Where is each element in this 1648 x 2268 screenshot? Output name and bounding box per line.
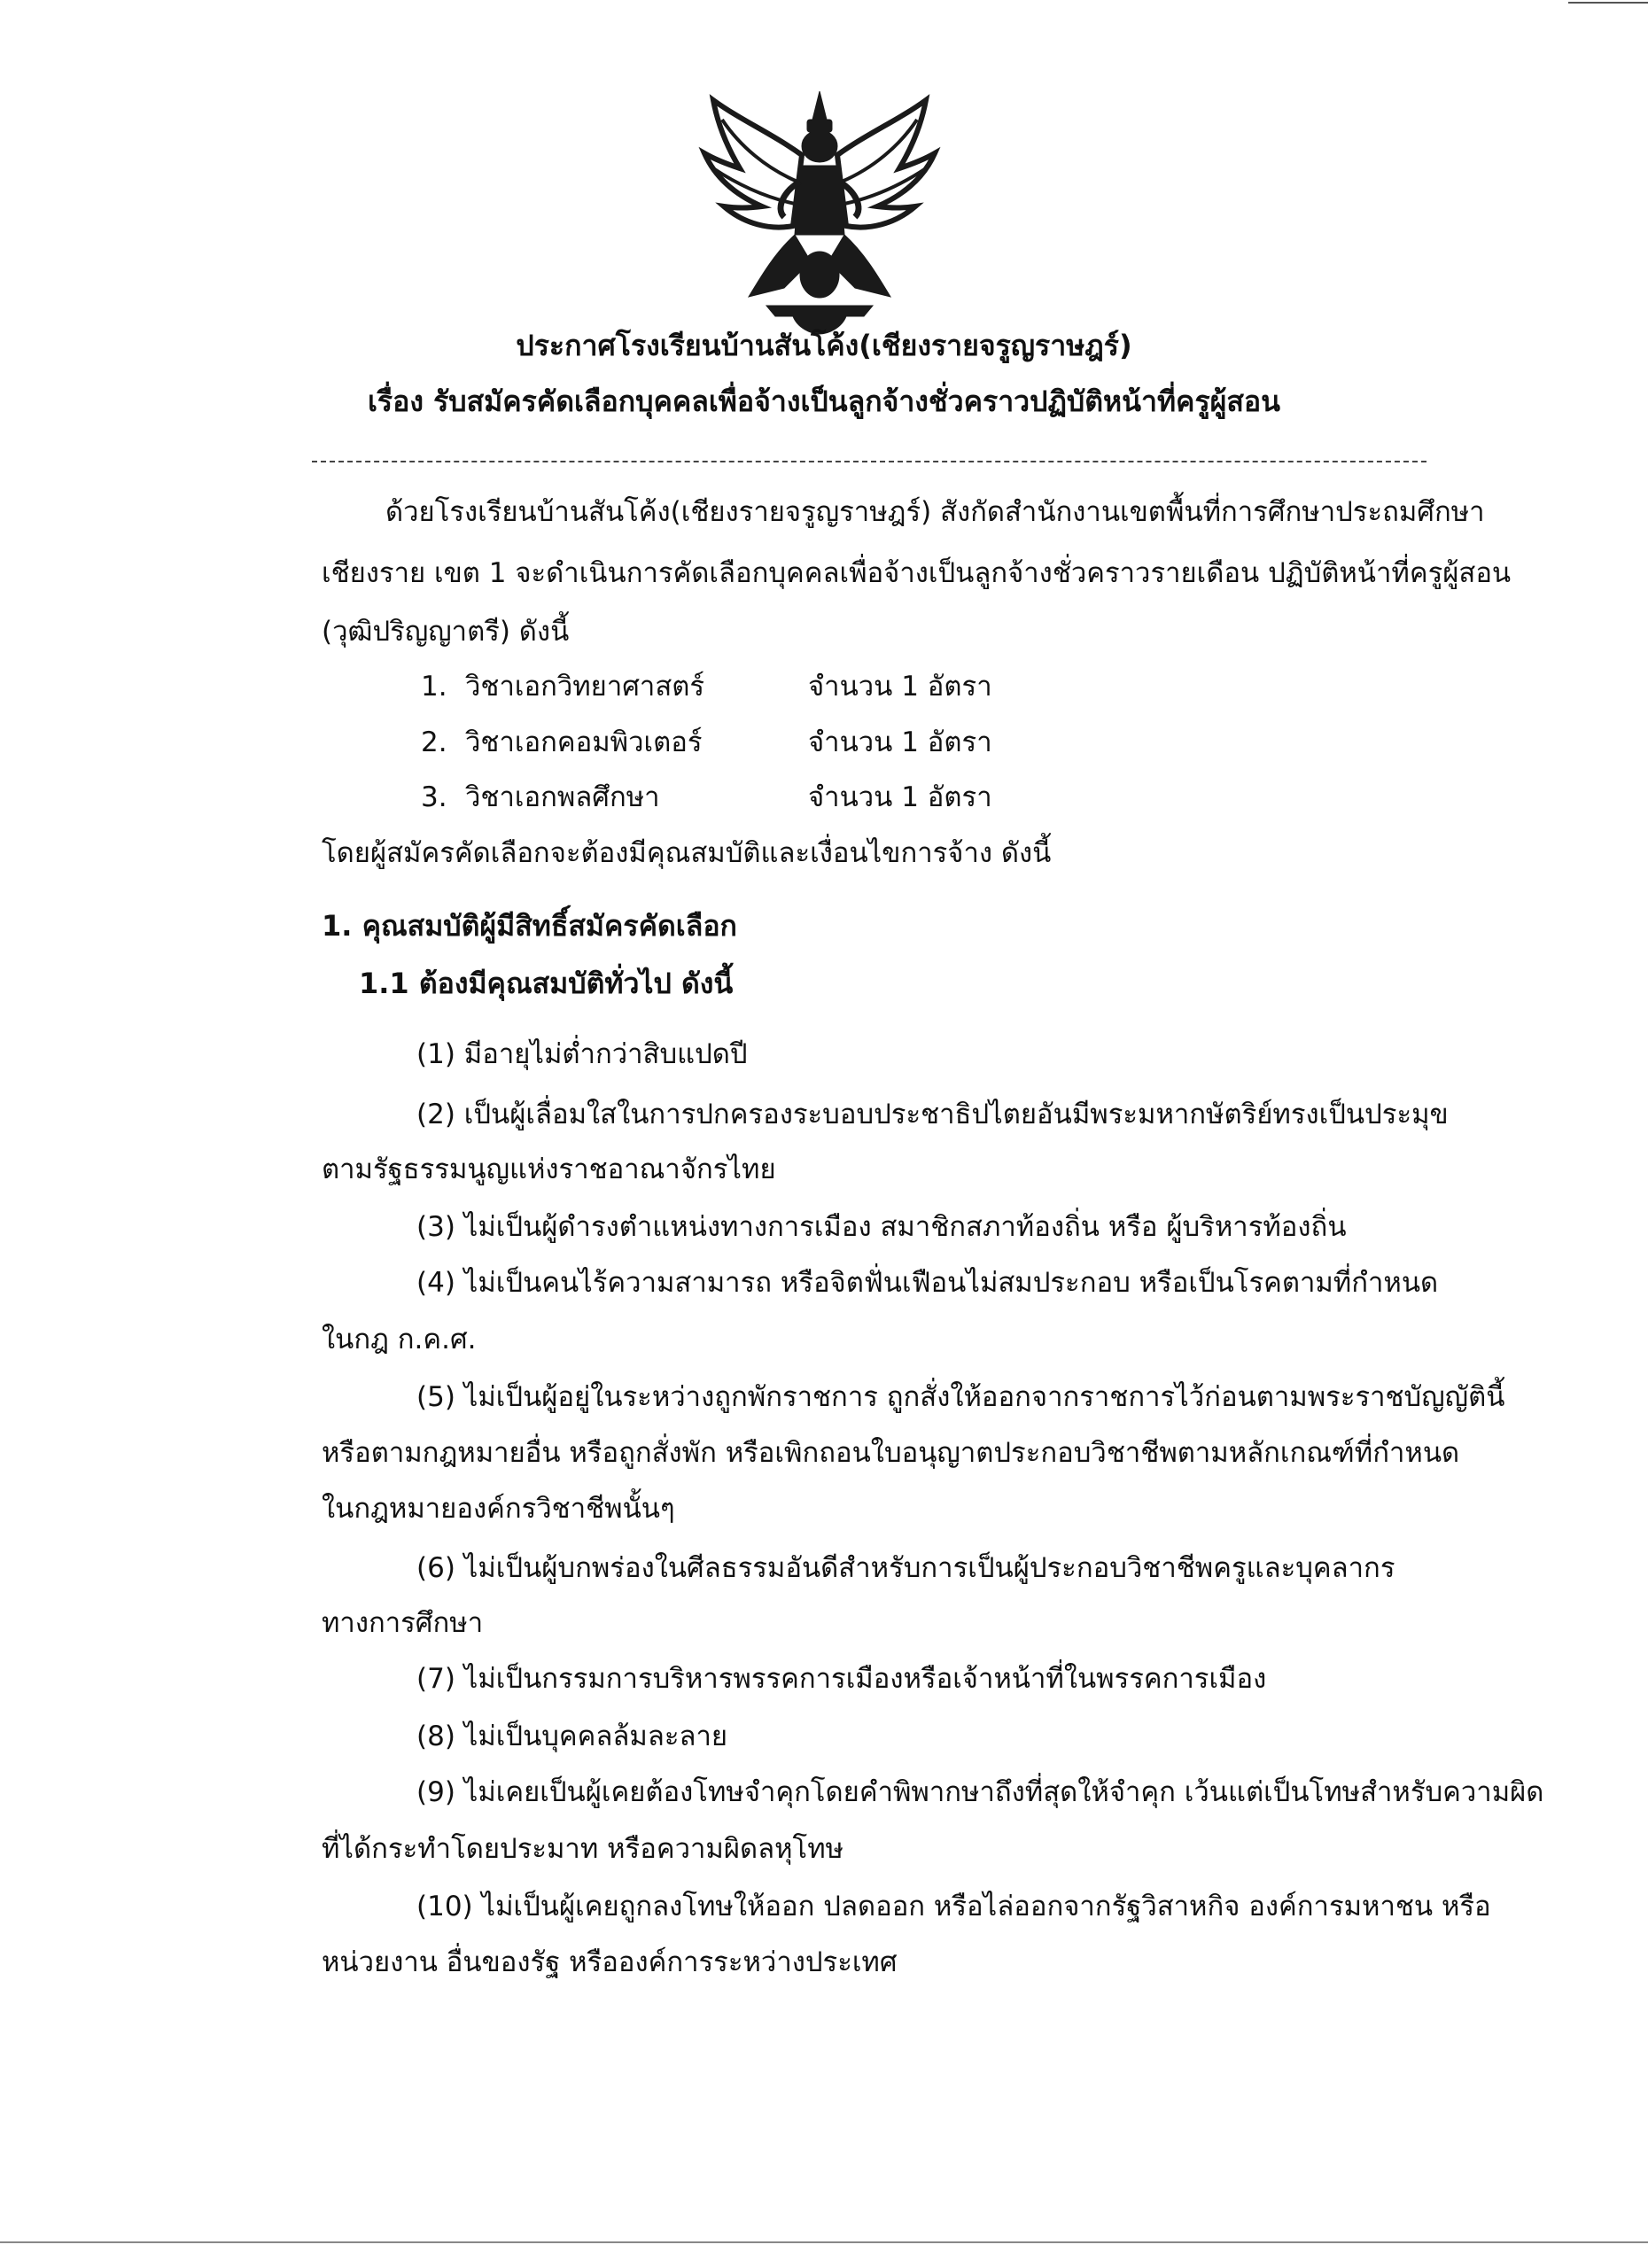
item-2: (2) เป็นผู้เลื่อมใสในการปกครองระบอบประชาธิปไตยอันมีพระมหากษัตริย์ทรงเป็นประมุข bbox=[416, 1099, 1449, 1130]
item-9-continued: ที่ได้กระทำโดยประมาท หรือความผิดลหุโทษ bbox=[322, 1833, 844, 1865]
position-subject: วิชาเอกพลศึกษา bbox=[465, 781, 660, 813]
position-amount: จำนวน 1 อัตรา bbox=[808, 781, 992, 813]
position-number: 1. bbox=[421, 671, 447, 703]
item-7: (7) ไม่เป็นกรรมการบริหารพรรคการเมืองหรือเจ้าหน้าที่ในพรรคการเมือง bbox=[416, 1663, 1267, 1695]
scan-bottom-edge bbox=[0, 2241, 1648, 2243]
section-1-heading: 1. คุณสมบัติผู้มีสิทธิ์สมัครคัดเลือก bbox=[322, 909, 737, 943]
conditions-intro: โดยผู้สมัครคัดเลือกจะต้องมีคุณสมบัติและเงื่อนไขการจ้าง ดังนี้ bbox=[322, 837, 1052, 869]
item-1: (1) มีอายุไม่ต่ำกว่าสิบแปดปี bbox=[416, 1038, 748, 1070]
item-8: (8) ไม่เป็นบุคคลล้มละลาย bbox=[416, 1720, 728, 1752]
item-4: (4) ไม่เป็นคนไร้ความสามารถ หรือจิตฟั่นเฟือนไม่สมประกอบ หรือเป็นโรคตามที่กำหนด bbox=[416, 1267, 1439, 1299]
position-subject: วิชาเอกวิทยาศาสตร์ bbox=[465, 671, 705, 703]
item-3: (3) ไม่เป็นผู้ดำรงตำแหน่งทางการเมือง สมาชิกสภาท้องถิ่น หรือ ผู้บริหารท้องถิ่น bbox=[416, 1211, 1347, 1243]
section-1-1-heading: 1.1 ต้องมีคุณสมบัติทั่วไป ดังนี้ bbox=[359, 967, 734, 1000]
item-10-continued: หน่วยงาน อื่นของรัฐ หรือองค์การระหว่างประเทศ bbox=[322, 1946, 898, 1978]
announcement-title: ประกาศโรงเรียนบ้านสันโค้ง(เชียงรายจรูญราษฎร์) bbox=[516, 329, 1132, 362]
garuda-emblem-icon bbox=[687, 84, 952, 337]
intro-line-3: (วุฒิปริญญาตรี) ดังนี้ bbox=[322, 616, 570, 648]
item-6: (6) ไม่เป็นผู้บกพร่องในศีลธรรมอันดีสำหรับการเป็นผู้ประกอบวิชาชีพครูและบุคลากร bbox=[416, 1552, 1395, 1584]
item-4-continued: ในกฎ ก.ค.ศ. bbox=[322, 1324, 477, 1355]
position-amount: จำนวน 1 อัตรา bbox=[808, 726, 992, 758]
item-5: (5) ไม่เป็นผู้อยู่ในระหว่างถูกพักราชการ ถูกสั่งให้ออกจากราชการไว้ก่อนตามพระราชบัญญัตินี้ bbox=[416, 1381, 1505, 1413]
divider-dashed-line bbox=[312, 461, 1426, 462]
item-5-continued: ในกฎหมายองค์กรวิชาชีพนั้นๆ bbox=[322, 1493, 675, 1525]
intro-line-1: ด้วยโรงเรียนบ้านสันโค้ง(เชียงรายจรูญราษฎร์) สังกัดสำนักงานเขตพื้นที่การศึกษาประถมศึกษา bbox=[385, 496, 1485, 528]
intro-line-2: เชียงราย เขต 1 จะดำเนินการคัดเลือกบุคคลเพื่อจ้างเป็นลูกจ้างชั่วคราวรายเดือน ปฏิบัติหน้าที่ครูผู้สอน bbox=[322, 557, 1512, 589]
item-2-continued: ตามรัฐธรรมนูญแห่งราชอาณาจักรไทย bbox=[322, 1153, 776, 1185]
announcement-subject: เรื่อง รับสมัครคัดเลือกบุคคลเพื่อจ้างเป็นลูกจ้างชั่วคราวปฏิบัติหน้าที่ครูผู้สอน bbox=[367, 384, 1281, 418]
item-5-continued: หรือตามกฎหมายอื่น หรือถูกสั่งพัก หรือเพิกถอนใบอนุญาตประกอบวิชาชีพตามหลักเกณฑ์ที่กำหนด bbox=[322, 1437, 1460, 1469]
position-amount: จำนวน 1 อัตรา bbox=[808, 671, 992, 703]
position-subject: วิชาเอกคอมพิวเตอร์ bbox=[465, 726, 703, 758]
position-number: 2. bbox=[421, 726, 447, 758]
position-number: 3. bbox=[421, 781, 447, 813]
item-10: (10) ไม่เป็นผู้เคยถูกลงโทษให้ออก ปลดออก หรือไล่ออกจากรัฐวิสาหกิจ องค์การมหาชน หรือ bbox=[416, 1891, 1491, 1922]
item-9: (9) ไม่เคยเป็นผู้เคยต้องโทษจำคุกโดยคำพิพากษาถึงที่สุดให้จำคุก เว้นแต่เป็นโทษสำหรับความผิด bbox=[416, 1776, 1544, 1808]
item-6-continued: ทางการศึกษา bbox=[322, 1607, 484, 1639]
scan-edge-line bbox=[1568, 2, 1648, 4]
